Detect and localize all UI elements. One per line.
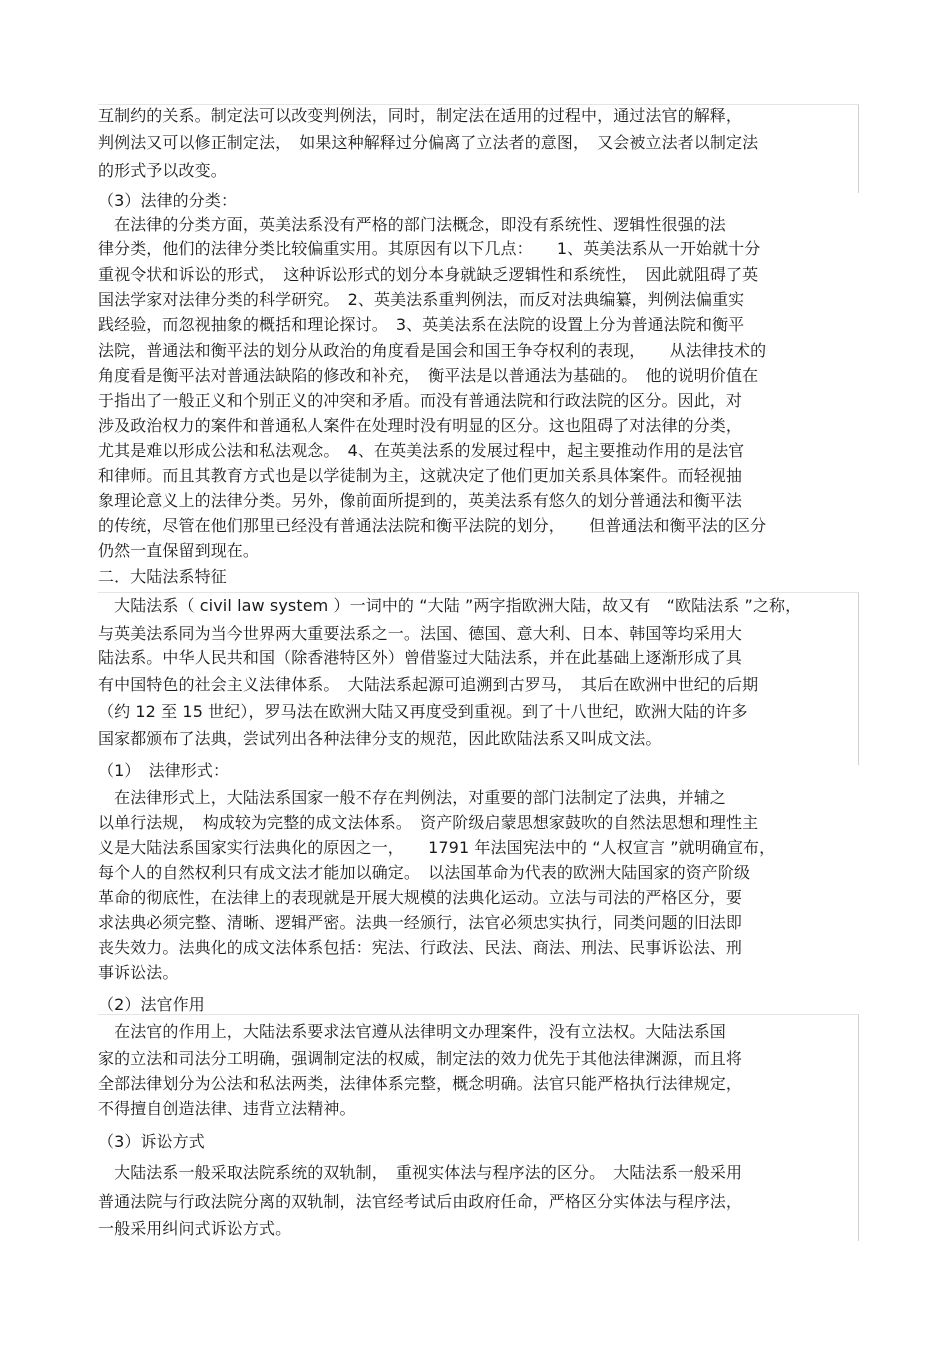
- text-line: 涉及政治权力的案件和普通私人案件在处理时没有明显的区分。这也阻碍了对法律的分类，: [98, 416, 743, 435]
- text-line: （约 12 至 15 世纪），罗马法在欧洲大陆又再度受到重视。到了十八世纪，欧洲大陆的许多: [98, 702, 748, 721]
- text-line: 事诉讼法。: [98, 963, 179, 982]
- text-line: 仍然一直保留到现在。: [98, 541, 260, 560]
- text-line: 一般采用纠问式诉讼方式。: [98, 1219, 292, 1238]
- text-line: 全部法律划分为公法和私法两类，法律体系完整，概念明确。法官只能严格执行法律规定，: [98, 1074, 743, 1093]
- section-heading: （2）法官作用: [98, 995, 205, 1014]
- text-line: 角度看是衡平法对普通法缺陷的修改和补充， 衡平法是以普通法为基础的。 他的说明价值在: [98, 366, 759, 385]
- text-line: 义是大陆法系国家实行法典化的原因之一， 1791 年法国宪法中的 “人权宣言 ”就明确宣布，: [98, 838, 776, 857]
- text-line: 判例法又可以修正制定法， 如果这种解释过分偏离了立法者的意图， 又会被立法者以制定法: [98, 133, 759, 152]
- section-heading: （3）诉讼方式: [98, 1132, 205, 1151]
- text-line: 法院，普通法和衡平法的划分从政治的角度看是国会和国王争夺权利的表现， 从法律技术的: [98, 341, 767, 360]
- text-line: 每个人的自然权利只有成文法才能加以确定。 以法国革命为代表的欧洲大陆国家的资产阶级: [98, 863, 751, 882]
- text-line: 的传统，尽管在他们那里已经没有普通法法院和衡平法院的划分， 但普通法和衡平法的区分: [98, 516, 767, 535]
- text-line: 律分类，他们的法律分类比较偏重实用。其原因有以下几点： 1、英美法系从一开始就十分: [98, 239, 761, 258]
- text-line: 的形式予以改变。: [98, 161, 227, 180]
- text-line: 尤其是难以形成公法和私法观念。 4、在英美法系的发展过程中，起主要推动作用的是法官: [98, 441, 745, 460]
- section-heading: （1） 法律形式：: [98, 761, 230, 780]
- text-line: 重视令状和诉讼的形式， 这种诉讼形式的划分本身就缺乏逻辑性和系统性， 因此就阻碍了英: [98, 265, 759, 284]
- text-line: 陆法系。中华人民共和国（除香港特区外）曾借鉴过大陆法系，并在此基础上逐渐形成了具: [98, 648, 743, 667]
- text-line: 互制约的关系。制定法可以改变判例法，同时，制定法在适用的过程中，通过法官的解释，: [98, 106, 743, 125]
- text-line: 革命的彻底性，在法律上的表现就是开展大规模的法典化运动。立法与司法的严格区分，要: [98, 888, 743, 907]
- text-line: 国法学家对法律分类的科学研究。 2、英美法系重判例法，而反对法典编纂，判例法偏重实: [98, 290, 745, 309]
- text-line: 以单行法规， 构成较为完整的成文法体系。 资产阶级启蒙思想家鼓吹的自然法思想和理性主: [98, 813, 759, 832]
- text-line: 与英美法系同为当今世界两大重要法系之一。法国、德国、意大利、日本、韩国等均采用大: [98, 624, 743, 643]
- section-heading: 二．大陆法系特征: [98, 567, 227, 586]
- text-line: 普通法院与行政法院分离的双轨制，法官经考试后由政府任命，严格区分实体法与程序法，: [98, 1192, 743, 1211]
- text-line: 象理论意义上的法律分类。另外，像前面所提到的，英美法系有悠久的划分普通法和衡平法: [98, 491, 743, 510]
- text-line: 求法典必须完整、清晰、逻辑严密。法典一经颁行，法官必须忠实执行，同类问题的旧法即: [98, 913, 743, 932]
- text-line: 践经验，而忽视抽象的概括和理论探讨。 3、英美法系在法院的设置上分为普通法院和衡平: [98, 315, 745, 334]
- text-line: 国家都颁布了法典，尝试列出各种法律分支的规范，因此欧陆法系又叫成文法。: [98, 729, 662, 748]
- text-line: 家的立法和司法分工明确，强调制定法的权威，制定法的效力优先于其他法律渊源，而且将: [98, 1049, 743, 1068]
- text-line: 在法律的分类方面，英美法系没有严格的部门法概念，即没有系统性、逻辑性很强的法: [98, 215, 726, 234]
- text-line: 大陆法系（ civil law system ）一词中的 “大陆 ”两字指欧洲大陆，故又有 “欧陆法系 ”之称，: [98, 596, 802, 615]
- text-line: 在法官的作用上，大陆法系要求法官遵从法律明文办理案件，没有立法权。大陆法系国: [98, 1022, 726, 1041]
- section-heading: （3）法律的分类：: [98, 191, 238, 210]
- text-line: 不得擅自创造法律、违背立法精神。: [98, 1099, 356, 1118]
- text-line: 在法律形式上，大陆法系国家一般不存在判例法，对重要的部门法制定了法典，并辅之: [98, 788, 726, 807]
- text-line: 于指出了一般正义和个别正义的冲突和矛盾。而没有普通法院和行政法院的区分。因此，对: [98, 391, 743, 410]
- text-line: 大陆法系一般采取法院系统的双轨制， 重视实体法与程序法的区分。 大陆法系一般采用: [98, 1163, 743, 1182]
- text-line: 丧失效力。法典化的成文法体系包括：宪法、行政法、民法、商法、刑法、民事诉讼法、刑: [98, 938, 743, 957]
- text-line: 有中国特色的社会主义法律体系。 大陆法系起源可追溯到古罗马， 其后在欧洲中世纪的后期: [98, 675, 759, 694]
- text-line: 和律师。而且其教育方式也是以学徒制为主，这就决定了他们更加关系具体案件。而轻视抽: [98, 466, 743, 485]
